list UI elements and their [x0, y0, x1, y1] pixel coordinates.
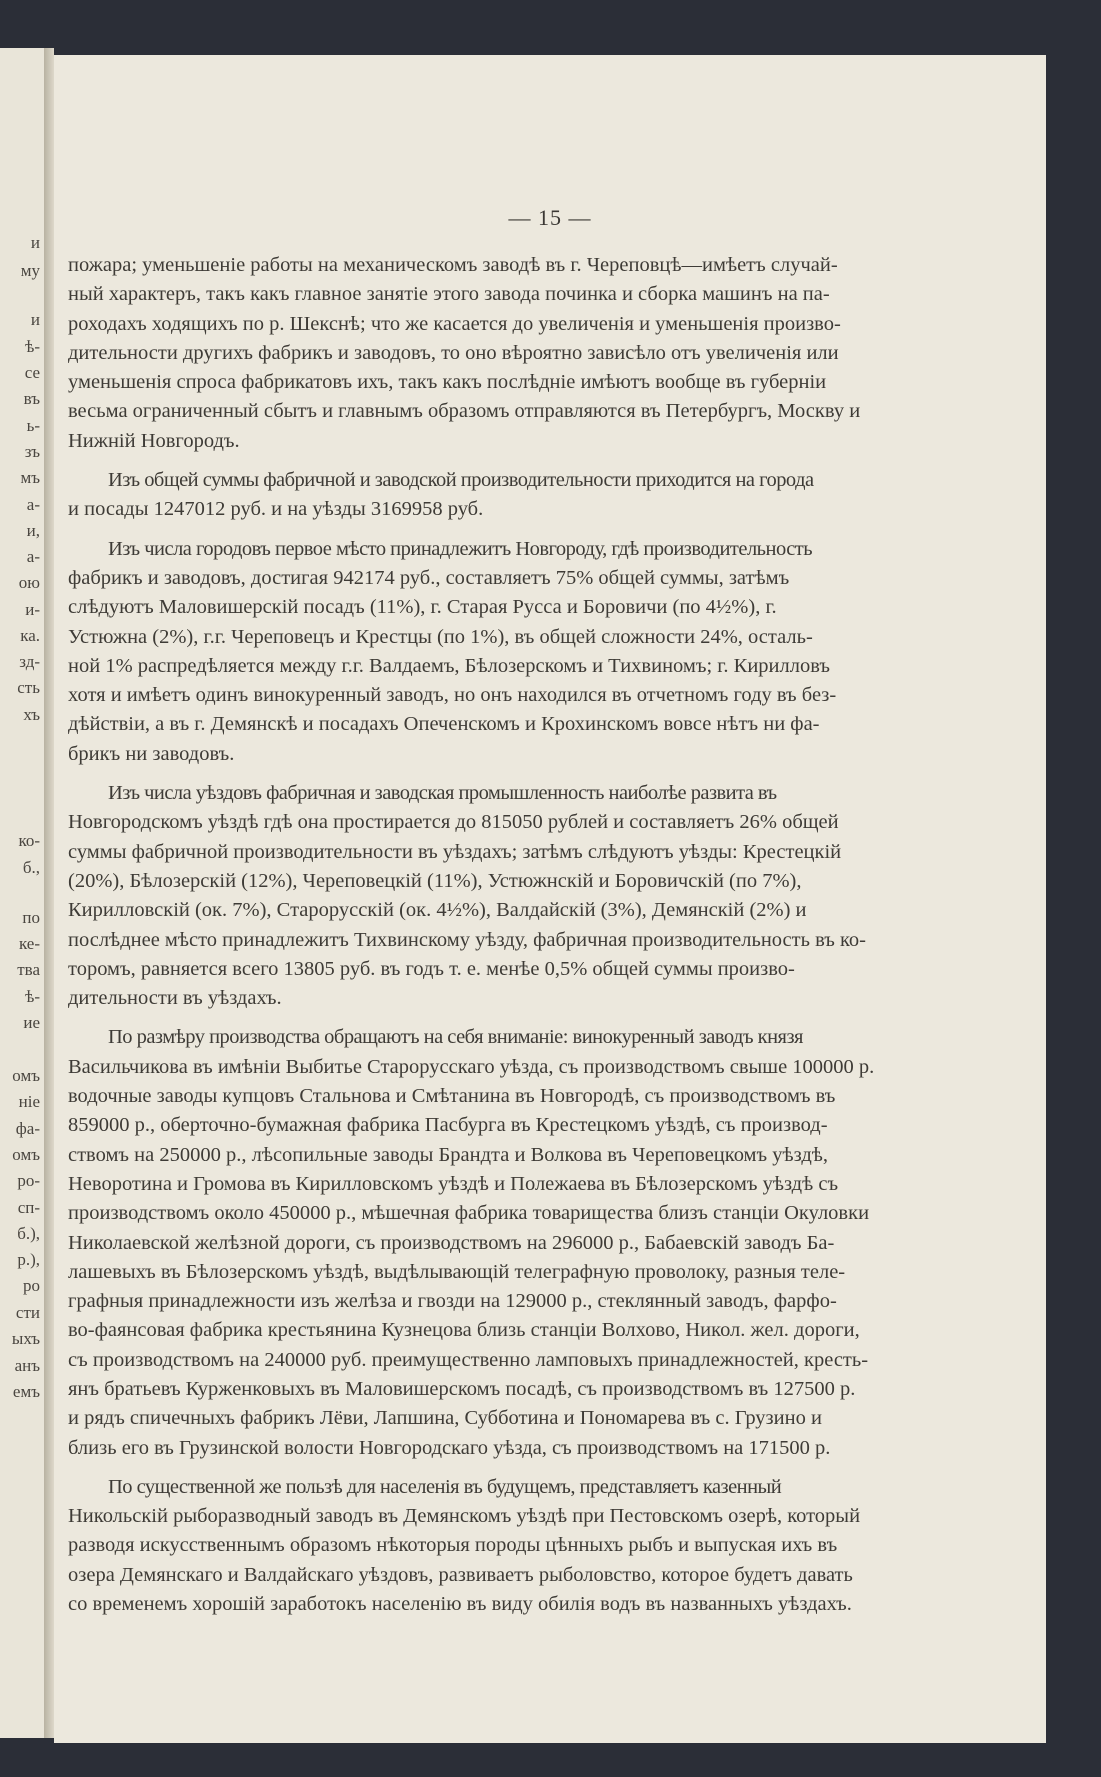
page-body-text [68, 251, 888, 1619]
left-page-fragment: и, [26, 521, 40, 540]
text-line: Васильчикова въ имѣніи Выбитье Старорусскаго уѣзда, съ производствомъ свыше 100000 р. [68, 1055, 875, 1078]
text-line: роходахъ ходящихъ по р. Шекснѣ; что же касается до увеличенія и уменьшенія произво- [68, 312, 841, 335]
left-page-fragment: б., [22, 858, 40, 877]
left-page-fragment: сть [17, 678, 40, 697]
paragraph-gap [68, 1013, 888, 1023]
left-page-fragment: ою [18, 573, 40, 592]
left-page-fragment: му [20, 261, 40, 280]
paragraph-gap [68, 525, 888, 535]
left-page-fragment: сти [15, 1303, 40, 1322]
text-line: фабрикъ и заводовъ, достигая 942174 руб., составляетъ 75% общей суммы, затѣмъ [68, 566, 790, 589]
left-page-fragment: б.), [17, 1224, 40, 1243]
left-page-fragment: и [30, 310, 40, 329]
left-page-fragment: хъ [23, 705, 40, 724]
book-gutter [44, 48, 54, 1738]
text-line: ной 1% распредѣляется между г.г. Валдаемъ, Бѣлозерскомъ и Тихвиномъ; г. Кирилловъ [68, 654, 830, 677]
text-line: Устюжна (2%), г.г. Череповецъ и Крестцы (по 1%), въ общей сложности 24%, осталь- [68, 625, 813, 648]
text-line: янъ братьевъ Курженковыхъ въ Маловишерскомъ посадѣ, съ производствомъ въ 127500 р. [68, 1377, 856, 1400]
left-page-edge [0, 48, 47, 1738]
text-line: Изъ числа городовъ первое мѣсто принадлежитъ Новгороду, гдѣ производительность [108, 537, 813, 560]
text-line: брикъ ни заводовъ. [68, 742, 235, 765]
text-line: графныя принадлежности изъ желѣза и гвозди на 129000 р., стеклянный заводъ, фарфо- [68, 1290, 837, 1313]
left-page-fragment: омъ [12, 1066, 40, 1085]
left-page-fragment: тва [17, 960, 40, 979]
text-line: во-фаянсовая фабрика крестьянина Кузнецова близь станціи Волхово, Никол. жел. дороги, [68, 1319, 860, 1342]
left-page-fragment: зъ [24, 442, 40, 461]
left-page-fragment: ь- [26, 416, 40, 435]
text-line: Изъ числа уѣздовъ фабричная и заводская промышленность наиболѣе развита въ [108, 782, 777, 805]
text-line: водочные заводы купцовъ Стальнова и Смѣтанина въ Новгородѣ, съ производствомъ въ [68, 1085, 836, 1108]
text-line: Новгородскомъ уѣздѣ гдѣ она простирается до 815050 рублей и составляетъ 26% общей [68, 811, 839, 834]
left-page-fragment: емъ [12, 1382, 40, 1401]
left-page-fragment: а- [26, 547, 40, 566]
text-line: Изъ общей суммы фабричной и заводской производительности приходится на города [108, 469, 814, 492]
text-line: слѣдуютъ Маловишерскій посадъ (11%), г. Старая Русса и Боровичи (по 4½%), г. [68, 596, 777, 619]
text-line: и рядъ спичечныхъ фабрикъ Лёви, Лапшина, Субботина и Пономарева въ с. Грузино и [68, 1407, 822, 1430]
paragraph-gap [68, 456, 888, 466]
text-line: дѣйствіи, а въ г. Демянскѣ и посадахъ Опеченскомъ и Крохинскомъ вовсе нѣтъ ни фа- [68, 713, 820, 736]
text-line: Николаевской желѣзной дороги, съ производствомъ на 296000 р., Бабаевскій заводъ Ба- [68, 1231, 835, 1254]
left-page-fragment: и- [25, 600, 40, 619]
text-line: Кирилловскій (ок. 7%), Старорусскій (ок. 4½%), Валдайскій (3%), Демянскій (2%) и [68, 899, 807, 922]
text-line: лашевыхъ въ Бѣлозерскомъ уѣздѣ, выдѣлывающій телеграфную проволоку, разныя теле- [68, 1260, 846, 1283]
text-line: со временемъ хорошій заработокъ населенію въ виду обилія водъ въ названныхъ уѣздахъ. [68, 1593, 852, 1616]
text-line: Невоpотина и Громова въ Кирилловскомъ уѣздѣ и Полежаева въ Бѣлозерскомъ уѣздѣ съ [68, 1172, 839, 1195]
text-line: производствомъ около 450000 р., мѣшечная фабрика товарищества близъ станціи Окуловки [68, 1202, 870, 1225]
text-line: ствомъ на 250000 р., лѣсопильные заводы Брандта и Волкова въ Череповецкомъ уѣздѣ, [68, 1143, 829, 1166]
text-line: съ производствомъ на 240000 руб. преимущественно ламповыхъ принадлежностей, кресть- [68, 1348, 869, 1371]
text-line: ный характеръ, такъ какъ главное занятіе этого завода починка и сборка машинъ на па- [68, 283, 830, 306]
left-page-fragment: ніе [18, 1092, 40, 1111]
left-page-fragment: сп- [17, 1198, 40, 1217]
text-line: хотя и имѣетъ одинъ винокуренный заводъ, но онъ находился въ отчетномъ году въ без- [68, 684, 837, 707]
text-line: дительности другихъ фабрикъ и заводовъ, то оно вѣроятно зависѣло отъ увеличенія или [68, 341, 839, 364]
left-page-fragment: ке- [18, 934, 40, 953]
paragraph-gap [68, 1463, 888, 1473]
left-page-fragment: ка. [20, 626, 40, 645]
text-line: (20%), Бѣлозерскій (12%), Череповецкій (11%), Устюжнскій и Боровичскій (по 7%), [68, 869, 802, 892]
left-page-fragment: въ [23, 389, 40, 408]
left-page-fragment: омъ [12, 1145, 40, 1164]
page-number: — 15 — [508, 205, 592, 230]
text-line: Никольскій рыборазводный заводъ въ Демянскомъ уѣздѣ при Пестовскомъ озерѣ, который [68, 1505, 861, 1528]
text-line: пожара; уменьшеніе работы на механическомъ заводѣ въ г. Череповцѣ—имѣетъ случай- [68, 254, 838, 276]
paragraph-gap [68, 769, 888, 779]
text-line: и посады 1247012 руб. и на уѣзды 3169958 руб. [68, 498, 484, 521]
left-page-fragment: мъ [20, 468, 40, 487]
left-page-fragment: ѣ- [25, 987, 40, 1006]
left-page-fragment: фа- [15, 1119, 40, 1138]
left-page-fragment: ко- [18, 831, 40, 850]
text-line: торомъ, равняется всего 13805 руб. въ годъ т. е. менѣе 0,5% общей суммы произво- [68, 957, 795, 980]
text-line: послѣднее мѣсто принадлежитъ Тихвинскому уѣзду, фабричная производительность въ ко- [68, 928, 866, 951]
left-page-fragment: се [24, 363, 40, 382]
left-page-fragment: а- [26, 495, 40, 514]
text-line: дительности въ уѣздахъ. [68, 987, 282, 1010]
text-line: разводя искусственнымъ образомъ нѣкоторыя породы цѣнныхъ рыбъ и выпуская ихъ въ [68, 1534, 838, 1557]
text-line: Нижній Новгородъ. [68, 429, 240, 452]
text-line: озера Демянскаго и Валдайскаго уѣздовъ, развиваетъ рыболовство, которое будетъ давать [68, 1563, 853, 1586]
text-line: суммы фабричной производительности въ уѣздахъ; затѣмъ слѣдуютъ уѣзды: Крестецкій [68, 840, 842, 863]
text-line: уменьшенія спроса фабрикатовъ ихъ, такъ какъ послѣдніе имѣютъ вообще въ губерніи [68, 371, 827, 394]
left-page-fragment: ѣ- [25, 337, 40, 356]
left-page-fragment: ыхъ [11, 1329, 40, 1348]
left-page-fragment: и [30, 233, 40, 252]
left-page-fragment: зд- [19, 652, 40, 671]
left-page-fragment: анъ [14, 1356, 40, 1375]
text-line: По размѣру производства обращаютъ на себя вниманіе: винокуренный заводъ князя [108, 1026, 803, 1049]
text-line: весьма ограниченный сбытъ и главнымъ образомъ отправляются въ Петербургъ, Москву и [68, 400, 861, 423]
left-page-fragment: р.), [17, 1250, 40, 1269]
text-line: 859000 р., оберточно-бумажная фабрика Пасбурга въ Крестецкомъ уѣздѣ, съ производ- [68, 1114, 828, 1137]
left-page-fragment: ро- [17, 1171, 40, 1190]
left-page-fragment: по [22, 908, 40, 927]
book-page [54, 55, 1046, 1743]
text-line: близь его въ Грузинской волости Новгородскаго уѣзда, съ производствомъ на 171500 р. [68, 1436, 831, 1459]
left-page-fragment: ие [23, 1013, 40, 1032]
left-page-fragment: ро [23, 1276, 40, 1295]
text-line: По существенной же пользѣ для населенія въ будущемъ, представляетъ казенный [108, 1475, 782, 1498]
